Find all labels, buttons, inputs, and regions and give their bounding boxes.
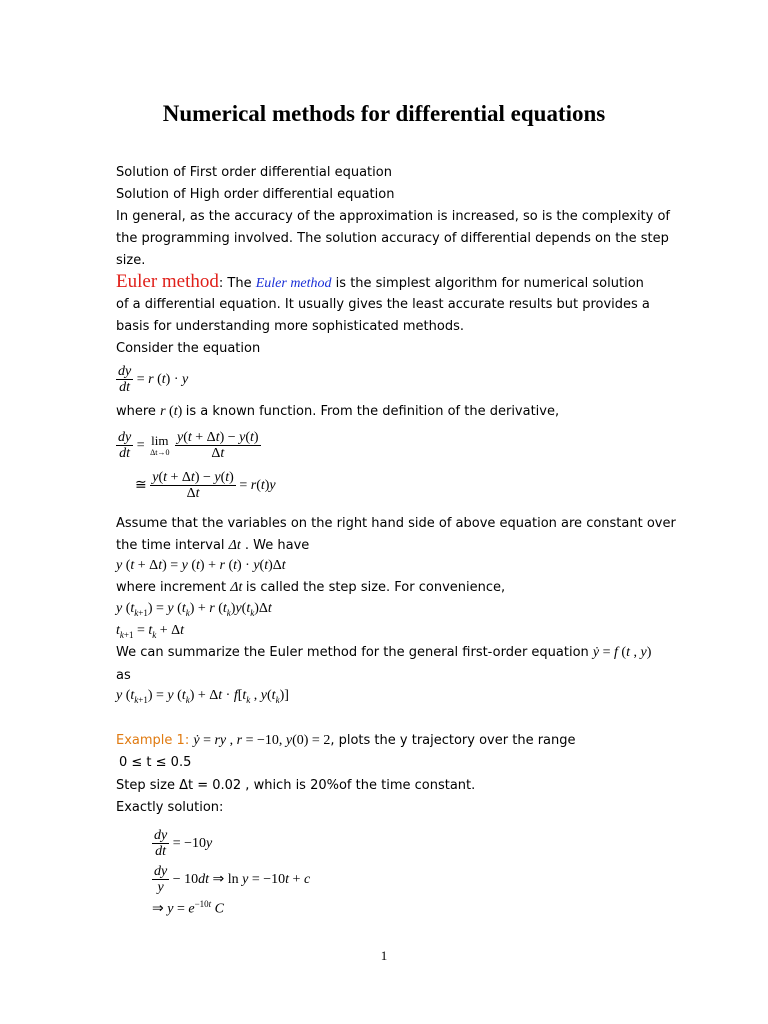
example-line: Example 1: ẏ = ry , r = −10, y(0) = 2, plots the y trajectory over the range [116,733,576,748]
equation-general-euler: y $(t_{k+1}) = y$ $(t_k) + \Delta t \cdot f[t_k$ , $y(t_k)$] [116,688,289,705]
euler-paragraph-line-1 [116,271,644,293]
equation-ex-3: ⇒ $y = e^{-10t}$ C [152,899,225,917]
range-line: 0 ≤ t ≤ 0.5 [119,755,192,770]
equation-limit: $\frac{dy}{dt}$ = lim Δt→0 $\frac{y(t + \Delta t) - y(t)}{\Delta t}$ [118,430,259,462]
equation-dy-dt: $\frac{dy}{dt}$ = r (t) · y [118,364,189,396]
euler-paragraph-line-2: of a differential equation. It usually gives the least accurate results but provides a [116,297,650,312]
euler-paragraph-line-3: basis for understanding more sophisticated methods. [116,319,464,334]
euler-rest-1: is the simplest algorithm for numerical solution [331,276,644,291]
assume-line-2: the time interval Δt . We have [116,538,310,553]
page-title: Numerical methods for differential equations [162,101,606,126]
euler-method-italic: Euler method [255,276,332,291]
intro-line-5: size. [116,253,146,268]
intro-line-3: In general, as the accuracy of the approximation is increased, so is the complexity of [116,209,671,224]
page-number: 1 [380,948,388,963]
equation-discrete: y $(t_{k+1}) = y$ $(t_k) + r$ $(t_k)y(t_k)\Delta t$ [116,601,272,618]
euler-colon-the: : The [218,276,256,291]
summarize-line: We can summarize the Euler method for the general first-order equation ẏ = f (t , y) [116,645,652,660]
equation-ex-1: $\frac{dy}{dt}$ = −10y [154,828,213,860]
equation-time-step: $t_{k+1} = t_k + \Delta t$ [116,623,185,640]
exactly-line: Exactly solution: [116,800,224,815]
example-label: Example 1 [116,733,185,748]
assume-line-1: Assume that the variables on the right hand side of above equation are constant over [116,516,676,531]
consider-line: Consider the equation [116,341,261,356]
where-line: where r (t) is a known function. From the definition of the derivative, [116,404,560,419]
euler-heading: Euler method [116,271,219,292]
increment-line: where increment Δt is called the step size. For convenience, [116,580,506,595]
intro-line-1: Solution of First order differential equation [116,165,392,180]
step-size-line: Step size Δt = 0.02 , which is 20%of the time constant. [116,778,476,793]
equation-approx: ≅ $\frac{y(t + \Delta t) - y(t)}{\Delta t}$ = r(t)y [135,470,276,502]
as-line: as [116,668,131,683]
equation-euler-step: y (t + Δt) = y (t) + r (t) · y(t)Δt [116,558,286,573]
intro-line-2: Solution of High order differential equation [116,187,395,202]
intro-line-4: the programming involved. The solution accuracy of differential depends on the step [116,231,669,246]
equation-ex-2: $\frac{dy}{y}$ − 10dt ⇒ ln y = −10t + c [154,864,311,896]
